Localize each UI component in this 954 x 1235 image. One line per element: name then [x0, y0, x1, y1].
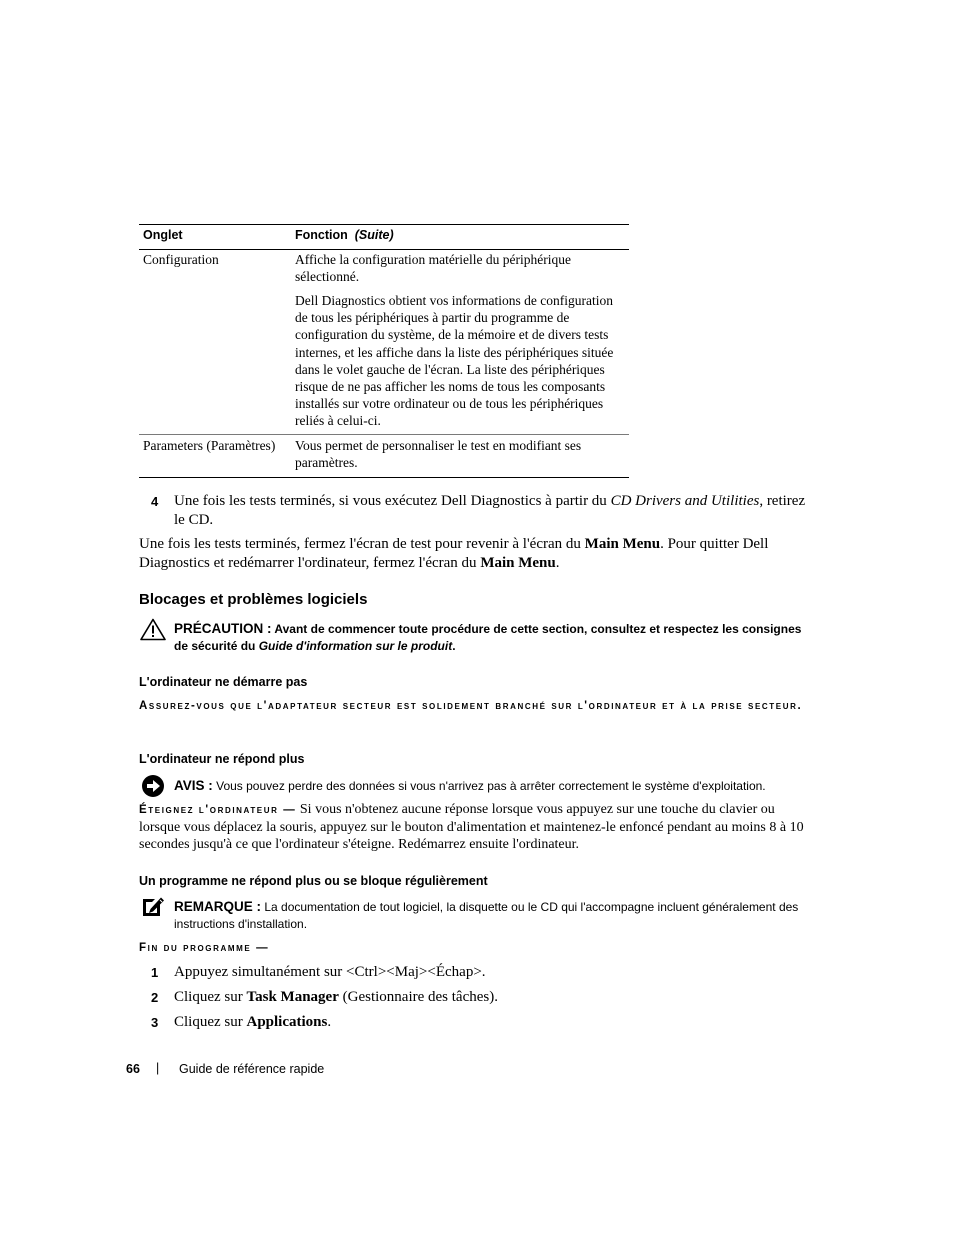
section-title: Blocages et problèmes logiciels	[139, 591, 368, 608]
table-header-col1: Onglet	[143, 228, 183, 242]
step-text: Cliquez sur Task Manager (Gestionnaire des tâches).	[174, 989, 498, 1005]
body-paragraph: Une fois les tests terminés, fermez l'écran de test pour revenir à l'écran du Main Menu. Pour quitter Dell Diagnostics et redémarrer l'ordinateur, fermez l'écran du Main Menu.	[139, 536, 769, 571]
table-row-name: Configuration	[143, 252, 219, 267]
caution-note: PRÉCAUTION : Avant de commencer toute procédure de cette section, consultez et respectez les consignes de sécurité du Guide d'information sur le produit.	[174, 621, 802, 653]
table-cell-paragraph: Dell Diagnostics obtient vos informations de configuration de tous les périphériques à partir du programme de configuration du système, de la mémoire et de divers tests internes, et les affiche dans la liste des périphériques située dans le volet gauche de l'écran. La liste des périphériques risque de ne pas afficher les noms de tous les composants installés sur votre ordinateur ou de tous les périphériques reliés à celui-ci.	[295, 293, 614, 429]
subsection-title: L'ordinateur ne répond plus	[139, 752, 305, 766]
action-paragraph: Éteignez l'ordinateur — Si vous n'obtenez aucune réponse lorsque vous appuyez sur une touche du clavier ou lorsque vous déplacez la souris, appuyez sur le bouton d'alimentation et maintenez-le enfoncé pendant au moins 8 à 10 secondes jusqu'à ce que l'ordinateur s'éteigne. Redémarrez ensuite l'ordinateur.	[139, 802, 804, 853]
action-label: Assurez-vous que l'adaptateur secteur est solidement branché sur l'ordinateur et à la prise secteur.	[139, 700, 803, 712]
step-text: Cliquez sur Applications.	[174, 1014, 332, 1030]
table-row-name: Parameters (Paramètres)	[143, 438, 276, 453]
table-row-rule	[139, 434, 629, 435]
note-pencil-icon	[141, 896, 165, 918]
subsection-title: L'ordinateur ne démarre pas	[139, 675, 308, 689]
footer-title: Guide de référence rapide	[179, 1062, 325, 1076]
step-number: 4	[151, 494, 159, 509]
page-number: 66	[126, 1062, 140, 1076]
remark-note: REMARQUE : La documentation de tout logiciel, la disquette ou le CD qui l'accompagne incluent généralement des instructions d'installation.	[174, 899, 799, 931]
action-label: Fin du programme —	[139, 942, 270, 954]
step-number: 3	[151, 1015, 159, 1030]
table-cell-paragraph: Affiche la configuration matérielle du périphérique sélectionné.	[295, 252, 572, 285]
step-number: 2	[151, 990, 159, 1005]
notice-note: AVIS : Vous pouvez perdre des données si vous n'arrivez pas à arrêter correctement le système d'exploitation.	[174, 778, 766, 793]
table-cell-paragraph: Vous permet de personnaliser le test en modifiant ses paramètres.	[295, 438, 582, 471]
table-header-rule	[139, 249, 629, 250]
footer-separator: |	[156, 1061, 160, 1075]
step-number: 1	[151, 965, 159, 980]
table-header-col2: Fonction (Suite)	[295, 228, 394, 242]
step-text: Une fois les tests terminés, si vous exécutez Dell Diagnostics à partir du CD Drivers and Utilities, retirez le CD.	[174, 493, 806, 528]
notice-arrow-icon	[141, 774, 165, 798]
table-header-suffix: (Suite)	[354, 228, 394, 242]
table-bottom-rule	[139, 477, 629, 478]
warning-triangle-icon	[140, 618, 166, 641]
subsection-title: Un programme ne répond plus ou se bloque régulièrement	[139, 874, 488, 888]
table-top-rule	[139, 224, 629, 225]
step-text: Appuyez simultanément sur <Ctrl><Maj><Échap>.	[174, 964, 486, 980]
